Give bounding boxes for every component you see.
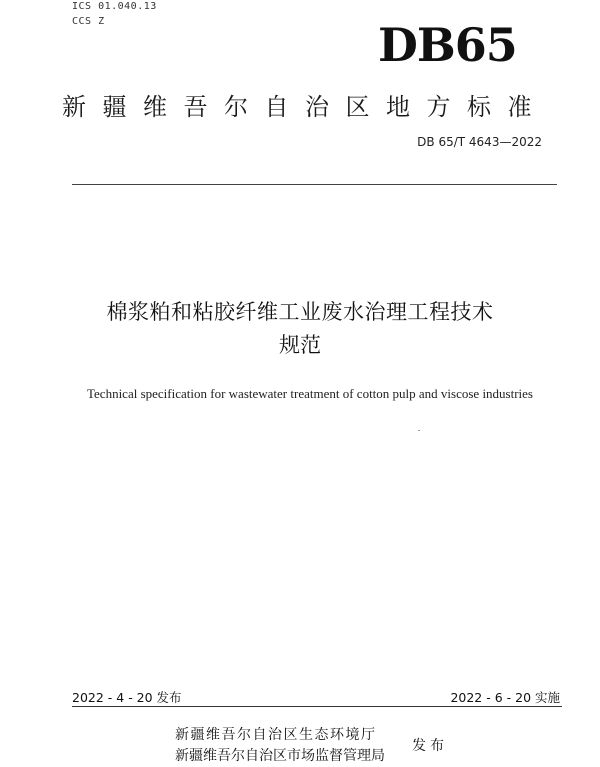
ccs-code: CCS Z bbox=[72, 16, 105, 27]
scan-speck bbox=[418, 430, 420, 431]
footer-divider bbox=[72, 706, 562, 707]
title-chinese-line1: 棉浆粕和粘胶纤维工业废水治理工程技术 bbox=[106, 300, 494, 324]
title-chinese-line2: 规范 bbox=[279, 333, 321, 357]
standard-type: 新疆维吾尔自治区地方标准 bbox=[62, 93, 548, 121]
issuer-market-regulation-bureau: 新疆维吾尔自治区市场监督管理局 bbox=[175, 748, 385, 764]
implementation-date: 2022 - 6 - 20 实施 bbox=[450, 690, 560, 705]
issuer-ecology-department: 新疆维吾尔自治区生态环境厅 bbox=[175, 727, 377, 743]
publish-label: 发布 bbox=[412, 738, 448, 754]
header-divider bbox=[72, 184, 557, 185]
title-english: Technical specification for wastewater treatment of cotton pulp and viscose industries bbox=[87, 386, 533, 401]
standard-number: DB 65/T 4643—2022 bbox=[417, 135, 542, 149]
issue-date: 2022 - 4 - 20 发布 bbox=[72, 690, 182, 705]
ics-code: ICS 01.040.13 bbox=[72, 1, 157, 12]
db65-logo: DB65 bbox=[378, 18, 517, 72]
